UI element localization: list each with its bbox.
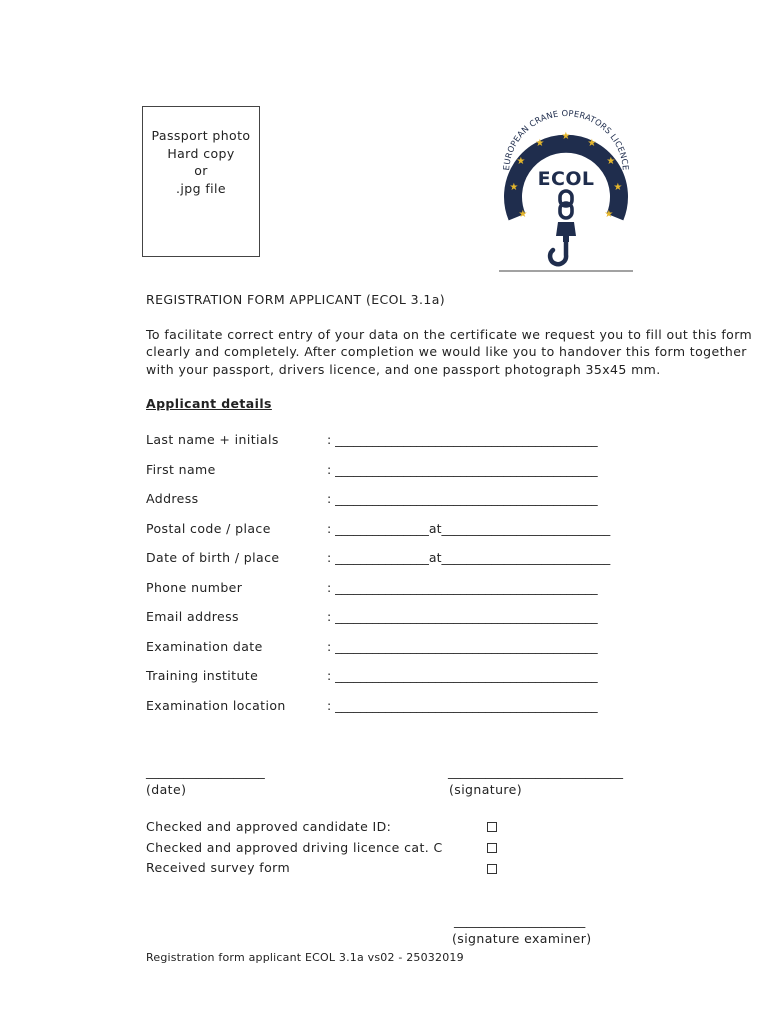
check-label-survey-form: Received survey form bbox=[146, 860, 291, 875]
chain-icon bbox=[560, 191, 572, 218]
checkbox-driving-licence[interactable] bbox=[487, 843, 497, 853]
field-label-first-name: First name bbox=[146, 462, 216, 477]
examiner-signature-line[interactable]: _____________________ bbox=[454, 913, 586, 928]
field-label-last-name: Last name + initials bbox=[146, 432, 279, 447]
field-label-address: Address bbox=[146, 491, 199, 506]
photo-box-line: or bbox=[194, 163, 208, 178]
svg-text:★: ★ bbox=[509, 182, 519, 193]
crane-hook-icon bbox=[550, 222, 576, 264]
svg-text:★: ★ bbox=[535, 138, 545, 149]
field-line-exam-date[interactable]: : __________________________________________ bbox=[327, 639, 598, 654]
date-label: (date) bbox=[146, 782, 187, 797]
svg-text:★: ★ bbox=[518, 209, 528, 220]
svg-text:★: ★ bbox=[516, 156, 526, 167]
check-label-driving-licence: Checked and approved driving licence cat. C bbox=[146, 840, 443, 855]
logo-center-text: ECOL bbox=[537, 168, 595, 190]
check-label-candidate-id: Checked and approved candidate ID: bbox=[146, 819, 392, 834]
field-label-exam-location: Examination location bbox=[146, 698, 286, 713]
svg-text:★: ★ bbox=[561, 131, 571, 142]
svg-text:★: ★ bbox=[606, 156, 616, 167]
field-label-email: Email address bbox=[146, 609, 239, 624]
intro-line: clearly and completely. After completion we would like you to handover this form together bbox=[146, 344, 747, 360]
section-heading: Applicant details bbox=[146, 396, 272, 411]
signature-label: (signature) bbox=[449, 782, 523, 797]
svg-text:★: ★ bbox=[613, 182, 623, 193]
field-line-last-name[interactable]: : __________________________________________ bbox=[327, 432, 598, 447]
passport-photo-box bbox=[142, 106, 260, 257]
footer-text: Registration form applicant ECOL 3.1a vs02 - 25032019 bbox=[146, 951, 464, 964]
field-line-exam-location[interactable]: : __________________________________________ bbox=[327, 698, 598, 713]
field-line-email[interactable]: : __________________________________________ bbox=[327, 609, 598, 624]
field-label-exam-date: Examination date bbox=[146, 639, 263, 654]
logo-arc-text: EUROPEAN CRANE OPERATORS LICENCE bbox=[501, 107, 631, 171]
field-line-training-institute[interactable]: : __________________________________________ bbox=[327, 668, 598, 683]
field-label-phone: Phone number bbox=[146, 580, 243, 595]
photo-box-line: Passport photo bbox=[151, 128, 251, 143]
intro-paragraph bbox=[146, 326, 753, 378]
field-line-date-of-birth[interactable]: : _______________at___________________________ bbox=[327, 550, 611, 565]
ecol-logo bbox=[497, 105, 635, 273]
svg-text:★: ★ bbox=[604, 209, 614, 220]
examiner-signature-label: (signature examiner) bbox=[452, 931, 592, 946]
form-title: REGISTRATION FORM APPLICANT (ECOL 3.1a) bbox=[146, 292, 446, 307]
checkbox-candidate-id[interactable] bbox=[487, 822, 497, 832]
checkbox-survey-form[interactable] bbox=[487, 864, 497, 874]
date-line[interactable]: ___________________ bbox=[146, 764, 265, 779]
photo-box-line: Hard copy bbox=[167, 145, 235, 161]
field-label-postal-code: Postal code / place bbox=[146, 521, 271, 536]
field-line-postal-code[interactable]: : _______________at___________________________ bbox=[327, 521, 611, 536]
svg-text:★: ★ bbox=[587, 138, 597, 149]
photo-box-line: .jpg file bbox=[176, 180, 226, 196]
signature-line[interactable]: ____________________________ bbox=[448, 764, 623, 779]
intro-line: To facilitate correct entry of your data on the certificate we request you to fill out this form bbox=[146, 327, 753, 342]
field-line-first-name[interactable]: : __________________________________________ bbox=[327, 462, 598, 477]
field-line-phone[interactable]: : __________________________________________ bbox=[327, 580, 598, 595]
field-label-date-of-birth: Date of birth / place bbox=[146, 550, 280, 565]
intro-line: with your passport, drivers licence, and one passport photograph 35x45 mm. bbox=[146, 361, 661, 377]
field-line-address[interactable]: : __________________________________________ bbox=[327, 491, 598, 506]
field-label-training-institute: Training institute bbox=[146, 668, 259, 683]
